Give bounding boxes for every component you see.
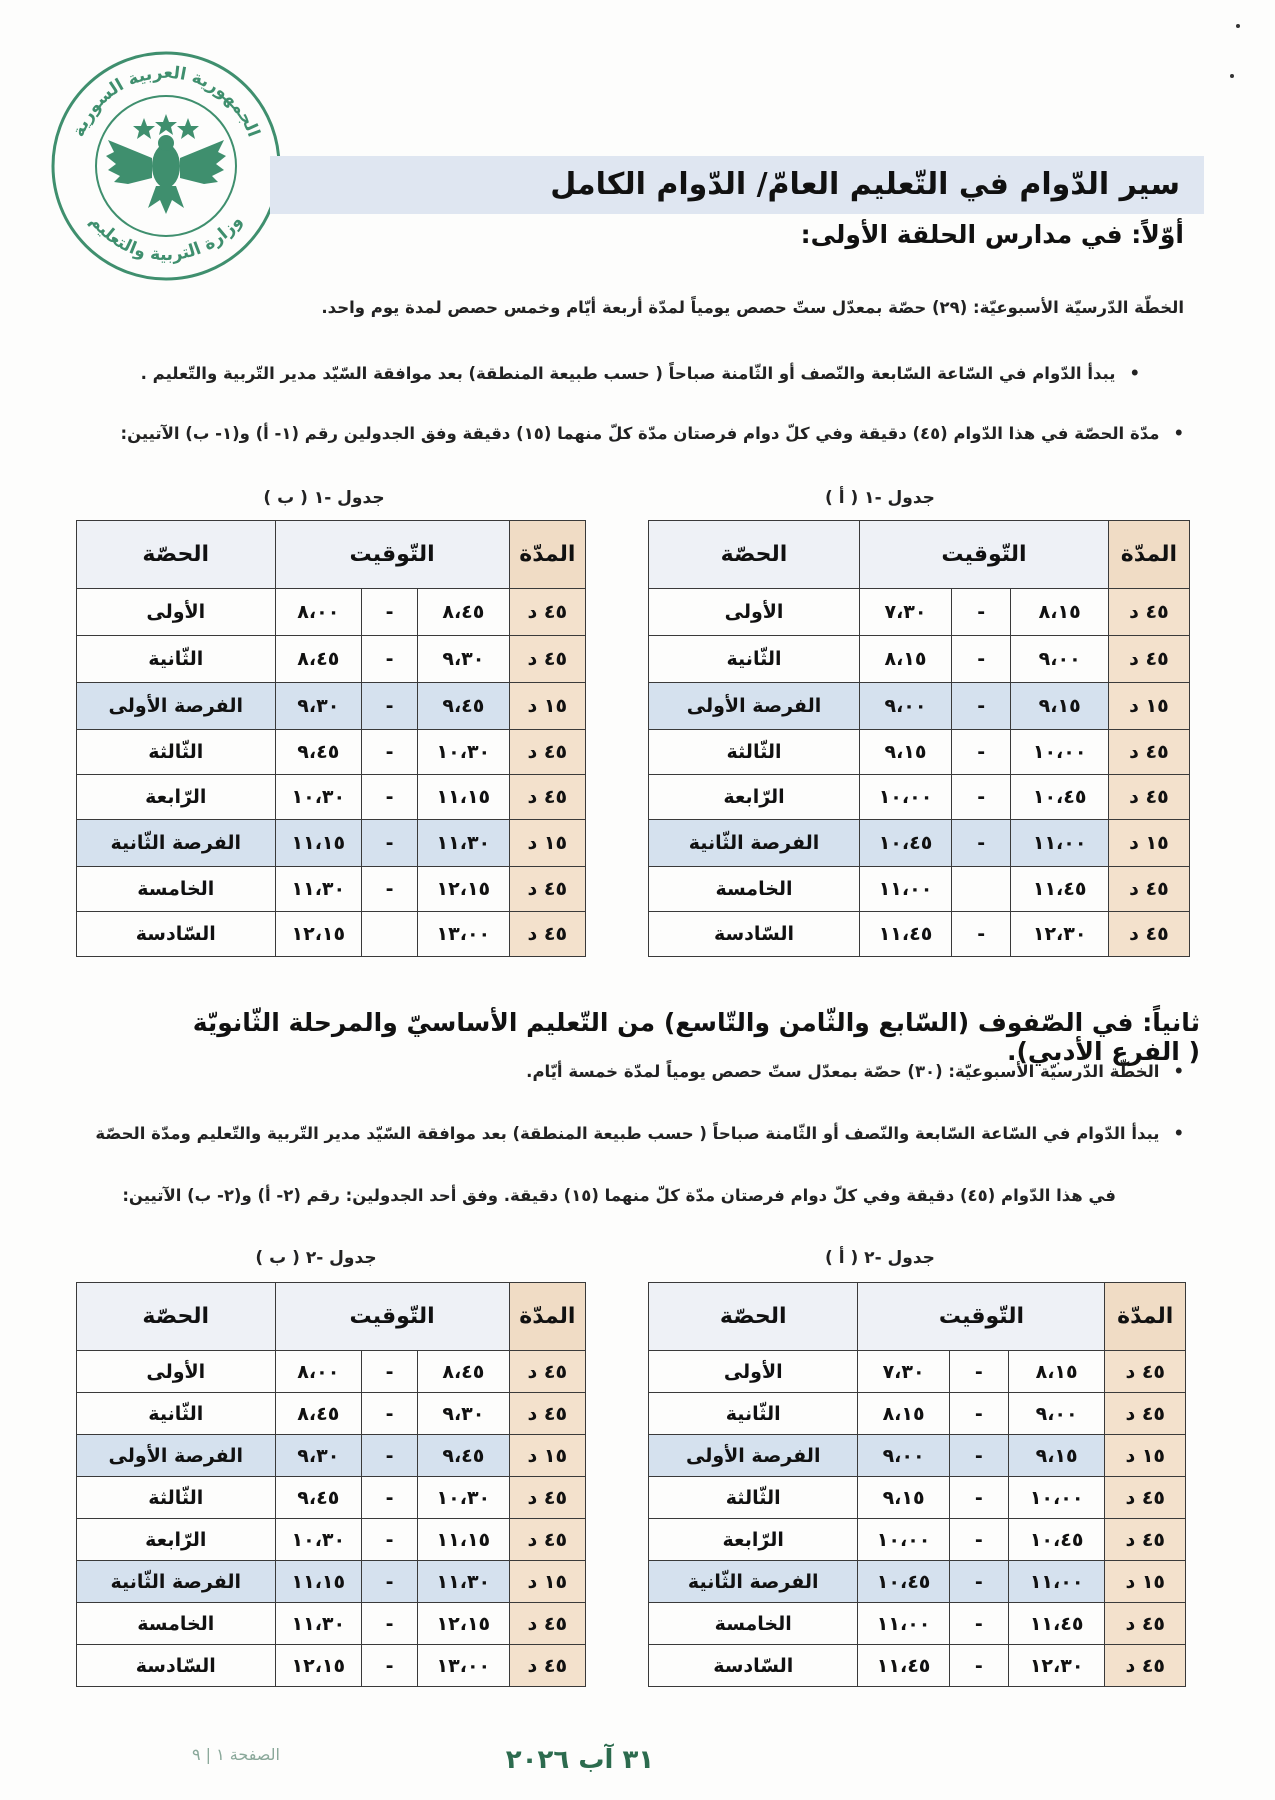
start-time-cell: ٩،١٥ [858, 1477, 949, 1519]
header-duration: المدّة [509, 1283, 585, 1351]
end-time-cell: ٩،٠٠ [1011, 636, 1108, 683]
separator-cell: - [362, 1393, 418, 1435]
period-name-cell: الفرصة الأولى [77, 1435, 276, 1477]
end-time-cell: ١١،١٥ [418, 1519, 510, 1561]
separator-cell: - [362, 1351, 418, 1393]
end-time-cell: ١٠،٤٥ [1011, 775, 1108, 820]
period-name-cell: الثّانية [77, 1393, 276, 1435]
separator-cell: - [951, 730, 1011, 775]
start-time-cell: ١٠،٠٠ [860, 775, 952, 820]
period-name-cell: الخامسة [649, 867, 860, 912]
table-row [649, 1351, 1186, 1393]
start-time-cell: ٨،٠٠ [275, 1351, 362, 1393]
table-row [77, 1435, 586, 1477]
section-2-start [95, 1124, 1184, 1143]
duration-cell: ٤٥ د [509, 589, 585, 636]
separator-cell [951, 867, 1011, 912]
separator-cell: - [362, 1519, 418, 1561]
table-row [77, 820, 586, 867]
separator-cell: - [362, 1645, 418, 1687]
end-time-cell: ١١،٣٠ [418, 820, 510, 867]
end-time-cell: ١١،٤٥ [1008, 1603, 1105, 1645]
end-time-cell: ١٢،٣٠ [1008, 1645, 1105, 1687]
duration-cell: ١٥ د [1105, 1435, 1186, 1477]
period-name-cell: الخامسة [77, 1603, 276, 1645]
period-name-cell: السّادسة [77, 912, 276, 957]
end-time-cell: ٩،٤٥ [418, 683, 510, 730]
end-time-cell: ١١،٣٠ [418, 1561, 510, 1603]
start-time-cell: ١١،٤٥ [860, 912, 952, 957]
ministry-seal-icon [48, 48, 284, 284]
start-time-cell: ٧،٣٠ [858, 1351, 949, 1393]
section-1-duration-text: مدّة الحصّة في هذا الدّوام (٤٥) دقيقة وفي كلّ دوام فرصتان مدّة كلّ منهما (١٥) دقيقة وفق الجدولين رقم (١- أ) و(١- ب) الآتيين: [120, 424, 1160, 443]
table-row [649, 912, 1190, 957]
duration-cell: ٤٥ د [509, 867, 585, 912]
header-duration: المدّة [1108, 521, 1189, 589]
table-row [649, 1477, 1186, 1519]
period-name-cell: الأولى [77, 1351, 276, 1393]
period-name-cell: الثّالثة [77, 1477, 276, 1519]
duration-cell: ١٥ د [1108, 683, 1189, 730]
header-period: الحصّة [649, 521, 860, 589]
duration-cell: ٤٥ د [509, 636, 585, 683]
start-time-cell: ١٠،٣٠ [275, 1519, 362, 1561]
end-time-cell: ١٠،٣٠ [418, 730, 510, 775]
table-row [77, 636, 586, 683]
svg-text:الجمهورية العربية السورية: الجمهورية العربية السورية [68, 62, 264, 140]
period-name-cell: الثّالثة [77, 730, 276, 775]
separator-cell: - [949, 1645, 1008, 1687]
start-time-cell: ١١،٤٥ [858, 1645, 949, 1687]
end-time-cell: ١٣،٠٠ [418, 912, 510, 957]
separator-cell: - [951, 912, 1011, 957]
table-row [649, 1435, 1186, 1477]
period-name-cell: الفرصة الأولى [649, 1435, 858, 1477]
table-row [77, 1477, 586, 1519]
duration-cell: ٤٥ د [1108, 912, 1189, 957]
end-time-cell: ١١،١٥ [418, 775, 510, 820]
period-name-cell: الفرصة الأولى [649, 683, 860, 730]
separator-cell: - [949, 1603, 1008, 1645]
table-row [77, 867, 586, 912]
duration-cell: ٤٥ د [509, 912, 585, 957]
period-name-cell: الخامسة [649, 1603, 858, 1645]
separator-cell: - [951, 636, 1011, 683]
section-1-heading: أوّلاً: في مدارس الحلقة الأولى: [800, 220, 1184, 249]
start-time-cell: ٩،١٥ [860, 730, 952, 775]
duration-cell: ١٥ د [1105, 1561, 1186, 1603]
section-1-start-text: يبدأ الدّوام في السّاعة السّابعة والنّصف أو الثّامنة صباحاً ( حسب طبيعة المنطقة) بعد موافقة السّيّد مدير التّربية والتّعليم . [140, 364, 1116, 383]
period-name-cell: الخامسة [77, 867, 276, 912]
end-time-cell: ١٣،٠٠ [418, 1645, 510, 1687]
start-time-cell: ١٢،١٥ [275, 1645, 362, 1687]
duration-cell: ٤٥ د [1108, 636, 1189, 683]
section-2-duration: في هذا الدّوام (٤٥) دقيقة وفي كلّ دوام فرصتان مدّة كلّ منهما (١٥) دقيقة. وفق أحد الجدولين: رقم (٢- أ) و(٢- ب) الآتيين: [122, 1186, 1116, 1205]
table-row [77, 1603, 586, 1645]
table-row [649, 730, 1190, 775]
end-time-cell: ٩،١٥ [1011, 683, 1108, 730]
separator-cell: - [362, 1477, 418, 1519]
period-name-cell: الأولى [649, 589, 860, 636]
table-1a-caption: جدول -١ ( أ ) [825, 488, 935, 508]
period-name-cell: الرّابعة [77, 775, 276, 820]
table-row [649, 1561, 1186, 1603]
duration-cell: ٤٥ د [509, 775, 585, 820]
duration-cell: ٤٥ د [1108, 589, 1189, 636]
end-time-cell: ١٠،٤٥ [1008, 1519, 1105, 1561]
separator-cell [362, 912, 418, 957]
table-row [649, 1645, 1186, 1687]
table-row [649, 1603, 1186, 1645]
section-2-start-text: يبدأ الدّوام في السّاعة السّابعة والنّصف أو الثّامنة صباحاً ( حسب طبيعة المنطقة) بعد موافقة السّيّد مدير التّربية والتّعليم ومدّة الحصّة [95, 1124, 1160, 1143]
separator-cell: - [362, 589, 418, 636]
start-time-cell: ١١،١٥ [275, 820, 362, 867]
bullet-icon: • [1173, 1062, 1184, 1081]
separator-cell: - [949, 1477, 1008, 1519]
table-row [77, 1561, 586, 1603]
start-time-cell: ٩،٣٠ [275, 1435, 362, 1477]
header-duration: المدّة [509, 521, 585, 589]
period-name-cell: الأولى [77, 589, 276, 636]
header-duration: المدّة [1105, 1283, 1186, 1351]
table-row [77, 730, 586, 775]
separator-cell: - [362, 820, 418, 867]
separator-cell: - [362, 1561, 418, 1603]
period-name-cell: الفرصة الأولى [77, 683, 276, 730]
table-row [649, 589, 1190, 636]
end-time-cell: ١٢،٣٠ [1011, 912, 1108, 957]
end-time-cell: ٩،٣٠ [418, 1393, 510, 1435]
period-name-cell: الثّانية [649, 1393, 858, 1435]
start-time-cell: ٧،٣٠ [860, 589, 952, 636]
separator-cell: - [949, 1393, 1008, 1435]
end-time-cell: ٩،٣٠ [418, 636, 510, 683]
period-name-cell: الثّانية [649, 636, 860, 683]
duration-cell: ١٥ د [509, 820, 585, 867]
start-time-cell: ٨،٤٥ [275, 636, 362, 683]
table-row [77, 683, 586, 730]
separator-cell: - [362, 1603, 418, 1645]
header-period: الحصّة [77, 521, 276, 589]
schedule-table-2a [648, 1282, 1186, 1687]
table-row [649, 867, 1190, 912]
schedule-table-1b [76, 520, 586, 957]
duration-cell: ٤٥ د [1105, 1519, 1186, 1561]
start-time-cell: ١٢،١٥ [275, 912, 362, 957]
duration-cell: ١٥ د [509, 683, 585, 730]
end-time-cell: ٨،٤٥ [418, 589, 510, 636]
header-period: الحصّة [649, 1283, 858, 1351]
duration-cell: ٤٥ د [509, 1603, 585, 1645]
end-time-cell: ٨،١٥ [1008, 1351, 1105, 1393]
table-2b-caption: جدول -٢ ( ب ) [255, 1248, 377, 1268]
end-time-cell: ١٠،٣٠ [418, 1477, 510, 1519]
period-name-cell: الفرصة الثّانية [77, 1561, 276, 1603]
bullet-icon: • [1173, 1124, 1184, 1143]
separator-cell: - [951, 683, 1011, 730]
table-row [649, 1519, 1186, 1561]
end-time-cell: ٩،٤٥ [418, 1435, 510, 1477]
section-2-plan [100, 1062, 1184, 1081]
start-time-cell: ٨،٠٠ [275, 589, 362, 636]
duration-cell: ٤٥ د [1108, 775, 1189, 820]
start-time-cell: ١٠،٣٠ [275, 775, 362, 820]
table-row [649, 636, 1190, 683]
duration-cell: ٤٥ د [509, 1351, 585, 1393]
duration-cell: ١٥ د [1108, 820, 1189, 867]
svg-text:وزارة التربية والتعليم: وزارة التربية والتعليم [85, 211, 247, 266]
end-time-cell: ٩،١٥ [1008, 1435, 1105, 1477]
table-1b-caption: جدول -١ ( ب ) [263, 488, 385, 508]
start-time-cell: ١٠،٠٠ [858, 1519, 949, 1561]
end-time-cell: ٩،٠٠ [1008, 1393, 1105, 1435]
separator-cell: - [949, 1519, 1008, 1561]
period-name-cell: الثّانية [77, 636, 276, 683]
table-row [77, 589, 586, 636]
header-timing: التّوقيت [860, 521, 1109, 589]
end-time-cell: ١٠،٠٠ [1011, 730, 1108, 775]
period-name-cell: السّادسة [649, 1645, 858, 1687]
duration-cell: ٤٥ د [1105, 1477, 1186, 1519]
start-time-cell: ٩،٠٠ [860, 683, 952, 730]
separator-cell: - [951, 589, 1011, 636]
end-time-cell: ١١،٠٠ [1011, 820, 1108, 867]
duration-cell: ٤٥ د [1108, 867, 1189, 912]
header-period: الحصّة [77, 1283, 276, 1351]
header-timing: التّوقيت [858, 1283, 1105, 1351]
scan-mark [1236, 24, 1240, 28]
separator-cell: - [362, 683, 418, 730]
schedule-table-2b [76, 1282, 586, 1687]
duration-cell: ١٥ د [509, 1561, 585, 1603]
duration-cell: ١٥ د [509, 1435, 585, 1477]
start-time-cell: ١١،٣٠ [275, 867, 362, 912]
period-name-cell: الثّالثة [649, 1477, 858, 1519]
header-timing: التّوقيت [275, 1283, 509, 1351]
duration-cell: ٤٥ د [509, 1519, 585, 1561]
bullet-icon: • [1173, 424, 1184, 443]
end-time-cell: ٨،١٥ [1011, 589, 1108, 636]
end-time-cell: ١١،٠٠ [1008, 1561, 1105, 1603]
duration-cell: ٤٥ د [509, 1393, 585, 1435]
period-name-cell: الثّالثة [649, 730, 860, 775]
period-name-cell: الأولى [649, 1351, 858, 1393]
start-time-cell: ١١،١٥ [275, 1561, 362, 1603]
end-time-cell: ١١،٤٥ [1011, 867, 1108, 912]
separator-cell: - [951, 820, 1011, 867]
duration-cell: ٤٥ د [509, 730, 585, 775]
start-time-cell: ١٠،٤٥ [858, 1561, 949, 1603]
start-time-cell: ٨،١٥ [858, 1393, 949, 1435]
start-time-cell: ٩،٤٥ [275, 730, 362, 775]
duration-cell: ٤٥ د [1105, 1603, 1186, 1645]
separator-cell: - [362, 1435, 418, 1477]
end-time-cell: ١٢،١٥ [418, 1603, 510, 1645]
period-name-cell: السّادسة [649, 912, 860, 957]
separator-cell: - [362, 730, 418, 775]
table-row [77, 775, 586, 820]
section-2-heading: ثانياً: في الصّفوف (السّابع والثّامن والتّاسع) من التّعليم الأساسيّ والمرحلة الثّانويّة ( الفرع الأدبي). [192, 1008, 1200, 1066]
separator-cell: - [362, 867, 418, 912]
scan-mark [1230, 74, 1234, 78]
table-row [649, 683, 1190, 730]
start-time-cell: ١١،٣٠ [275, 1603, 362, 1645]
table-row [77, 1519, 586, 1561]
duration-cell: ٤٥ د [1105, 1393, 1186, 1435]
separator-cell: - [362, 636, 418, 683]
schedule-table-1a [648, 520, 1190, 957]
table-row [649, 820, 1190, 867]
duration-cell: ٤٥ د [1108, 730, 1189, 775]
duration-cell: ٤٥ د [1105, 1645, 1186, 1687]
duration-cell: ٤٥ د [509, 1477, 585, 1519]
separator-cell: - [949, 1435, 1008, 1477]
start-time-cell: ٨،٤٥ [275, 1393, 362, 1435]
duration-cell: ٤٥ د [1105, 1351, 1186, 1393]
table-row [77, 912, 586, 957]
section-1-start [100, 364, 1140, 383]
table-2a-caption: جدول -٢ ( أ ) [825, 1248, 935, 1268]
period-name-cell: الرّابعة [649, 775, 860, 820]
table-row [77, 1351, 586, 1393]
page-number: الصفحة ١ | ٩ [191, 1745, 280, 1764]
period-name-cell: الفرصة الثّانية [649, 1561, 858, 1603]
period-name-cell: الفرصة الثّانية [77, 820, 276, 867]
table-row [649, 1393, 1186, 1435]
section-1-duration [100, 424, 1184, 443]
start-time-cell: ١١،٠٠ [860, 867, 952, 912]
footer-date: ٣١ آب ٢٠٢٦ [505, 1745, 655, 1775]
start-time-cell: ٨،١٥ [860, 636, 952, 683]
separator-cell: - [949, 1561, 1008, 1603]
period-name-cell: الرّابعة [649, 1519, 858, 1561]
page-title: سير الدّوام في التّعليم العامّ/ الدّوام الكامل [550, 167, 1180, 202]
period-name-cell: السّادسة [77, 1645, 276, 1687]
section-2-plan-text: الخطّة الدّرسيّة الأسبوعيّة: (٣٠) حصّة بمعدّل ستّ حصص يومياً لمدّة خمسة أيّام. [526, 1062, 1160, 1081]
period-name-cell: الفرصة الثّانية [649, 820, 860, 867]
start-time-cell: ٩،٠٠ [858, 1435, 949, 1477]
separator-cell: - [951, 775, 1011, 820]
table-row [77, 1393, 586, 1435]
start-time-cell: ٩،٣٠ [275, 683, 362, 730]
separator-cell: - [362, 775, 418, 820]
end-time-cell: ١٢،١٥ [418, 867, 510, 912]
table-row [649, 775, 1190, 820]
bullet-icon: • [1129, 364, 1140, 383]
start-time-cell: ٩،٤٥ [275, 1477, 362, 1519]
table-row [77, 1645, 586, 1687]
end-time-cell: ٨،٤٥ [418, 1351, 510, 1393]
section-1-plan: الخطّة الدّرسيّة الأسبوعيّة: (٢٩) حصّة بمعدّل ستّ حصص يومياً لمدّة أربعة أيّام وخمس حصص لمدة يوم واحد. [321, 298, 1184, 317]
header-timing: التّوقيت [275, 521, 509, 589]
period-name-cell: الرّابعة [77, 1519, 276, 1561]
start-time-cell: ١١،٠٠ [858, 1603, 949, 1645]
end-time-cell: ١٠،٠٠ [1008, 1477, 1105, 1519]
start-time-cell: ١٠،٤٥ [860, 820, 952, 867]
separator-cell: - [949, 1351, 1008, 1393]
duration-cell: ٤٥ د [509, 1645, 585, 1687]
